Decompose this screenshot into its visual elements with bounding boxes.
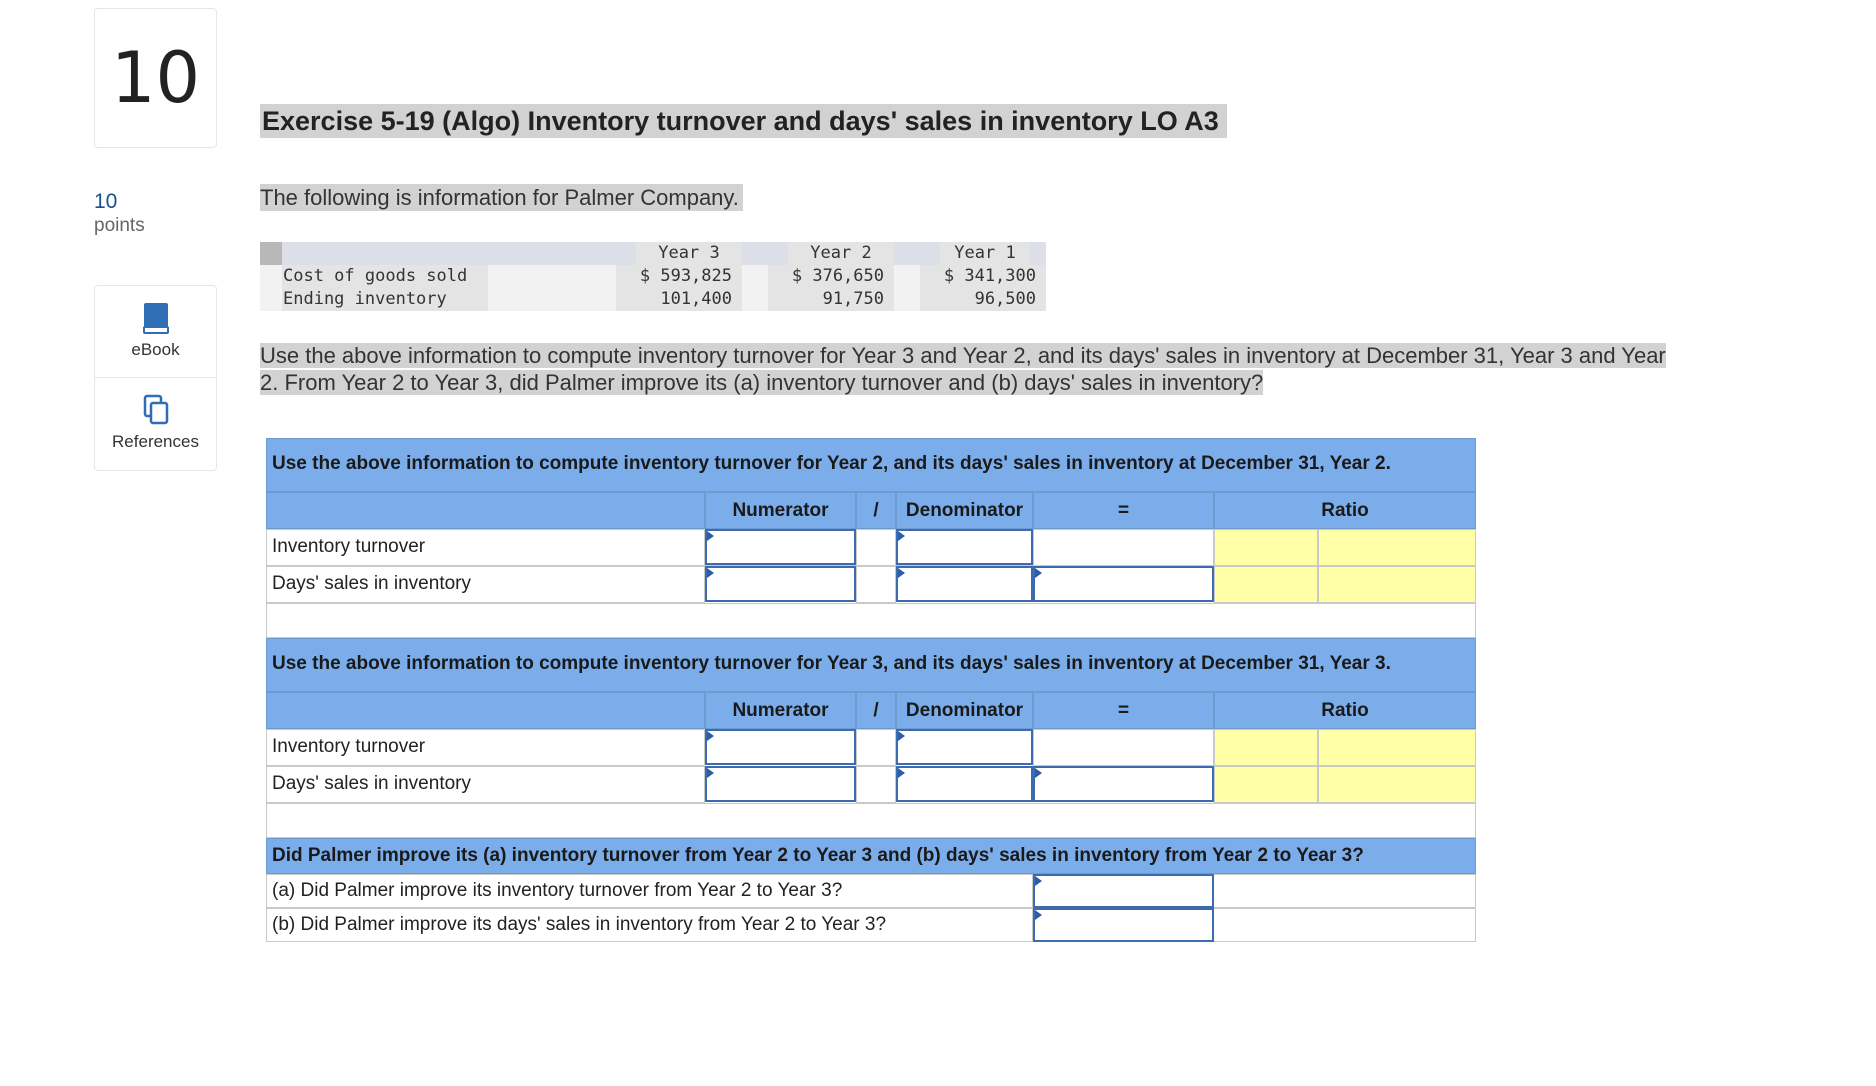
question-a: (a) Did Palmer improve its inventory turnover from Year 2 to Year 3? [266, 874, 1033, 908]
points-label: points [94, 215, 145, 236]
cell-value: 96,500 [920, 288, 1046, 311]
col-numerator: Numerator [705, 492, 856, 529]
col-equals: = [1033, 692, 1214, 729]
book-icon [142, 302, 170, 339]
s2-days-multiplier-input[interactable] [1033, 766, 1214, 802]
answer-a-select[interactable] [1033, 874, 1214, 908]
exercise-description: Use the above information to compute inventory turnover for Year 3 and Year 2, and its days' sales in inventory at December 31, Year 3 and Year 2. From Year 2 to Year 3, did Palmer improve its (a) inventory turnover and (b) days' sales in inventory? [260, 343, 1666, 395]
row-label: Ending inventory [282, 288, 488, 311]
cell-value: 91,750 [768, 288, 894, 311]
ebook-label: eBook [131, 340, 180, 359]
s1-days-denominator-input[interactable] [896, 566, 1033, 602]
s2-turnover-ratio-unit [1318, 729, 1476, 766]
s2-days-ratio-unit [1318, 766, 1476, 803]
s2-days-numerator-input[interactable] [705, 766, 856, 802]
col-denominator: Denominator [896, 692, 1033, 729]
s1-days-ratio-unit [1318, 566, 1476, 603]
s2-row-inventory-turnover: Inventory turnover [266, 729, 705, 766]
section1-instruction: Use the above information to compute inventory turnover for Year 2, and its days' sales in inventory at December 31, Year 2. [266, 438, 1476, 492]
col-slash: / [856, 692, 896, 729]
exercise-intro: The following is information for Palmer Company. [260, 184, 743, 211]
s1-days-ratio-cell [1214, 566, 1318, 603]
row-label: Cost of goods sold [282, 265, 488, 288]
cell-value: 101,400 [616, 288, 742, 311]
header-year-1: Year 1 [940, 242, 1030, 265]
s1-turnover-ratio-cell [1214, 529, 1318, 566]
col-equals: = [1033, 492, 1214, 529]
s2-turnover-ratio-cell [1214, 729, 1318, 766]
references-label: References [112, 432, 199, 451]
source-row-inventory [260, 288, 1046, 311]
s2-turnover-denominator-input[interactable] [896, 729, 1033, 765]
source-data-table [260, 242, 1046, 312]
source-header-row [260, 242, 1046, 265]
section2-instruction: Use the above information to compute inventory turnover for Year 3, and its days' sales in inventory at December 31, Year 3. [266, 638, 1476, 692]
col-slash: / [856, 492, 896, 529]
s2-days-denominator-input[interactable] [896, 766, 1033, 802]
cell-value: $ 341,300 [920, 265, 1046, 288]
s1-days-multiplier-input[interactable] [1033, 566, 1214, 602]
cell-value: $ 593,825 [616, 265, 742, 288]
question-number: 10 [94, 8, 217, 148]
s1-turnover-numerator-input[interactable] [705, 529, 856, 565]
s1-turnover-denominator-input[interactable] [896, 529, 1033, 565]
ebook-button[interactable] [95, 286, 216, 378]
section3-instruction: Did Palmer improve its (a) inventory turnover from Year 2 to Year 3 and (b) days' sales in inventory from Year 2 to Year 3? [266, 838, 1476, 874]
col-ratio: Ratio [1214, 692, 1476, 729]
header-year-3: Year 3 [636, 242, 742, 265]
tools-panel [94, 285, 217, 471]
references-button[interactable] [95, 378, 216, 470]
points-value: 10 [94, 190, 118, 213]
col-ratio: Ratio [1214, 492, 1476, 529]
worksheet-grid [266, 438, 1476, 938]
s1-row-inventory-turnover: Inventory turnover [266, 529, 705, 566]
cell-value: $ 376,650 [768, 265, 894, 288]
copy-icon [142, 394, 170, 431]
s1-row-days-sales: Days' sales in inventory [266, 566, 705, 603]
col-numerator: Numerator [705, 692, 856, 729]
exercise-title: Exercise 5-19 (Algo) Inventory turnover and days' sales in inventory LO A3 [260, 104, 1227, 138]
header-year-2: Year 2 [788, 242, 894, 265]
s2-turnover-numerator-input[interactable] [705, 729, 856, 765]
s1-turnover-ratio-unit [1318, 529, 1476, 566]
s2-days-ratio-cell [1214, 766, 1318, 803]
s1-days-numerator-input[interactable] [705, 566, 856, 602]
source-row-cogs [260, 265, 1046, 288]
col-denominator: Denominator [896, 492, 1033, 529]
s2-row-days-sales: Days' sales in inventory [266, 766, 705, 803]
answer-b-select[interactable] [1033, 908, 1214, 942]
question-b: (b) Did Palmer improve its days' sales in inventory from Year 2 to Year 3? [266, 908, 1033, 942]
